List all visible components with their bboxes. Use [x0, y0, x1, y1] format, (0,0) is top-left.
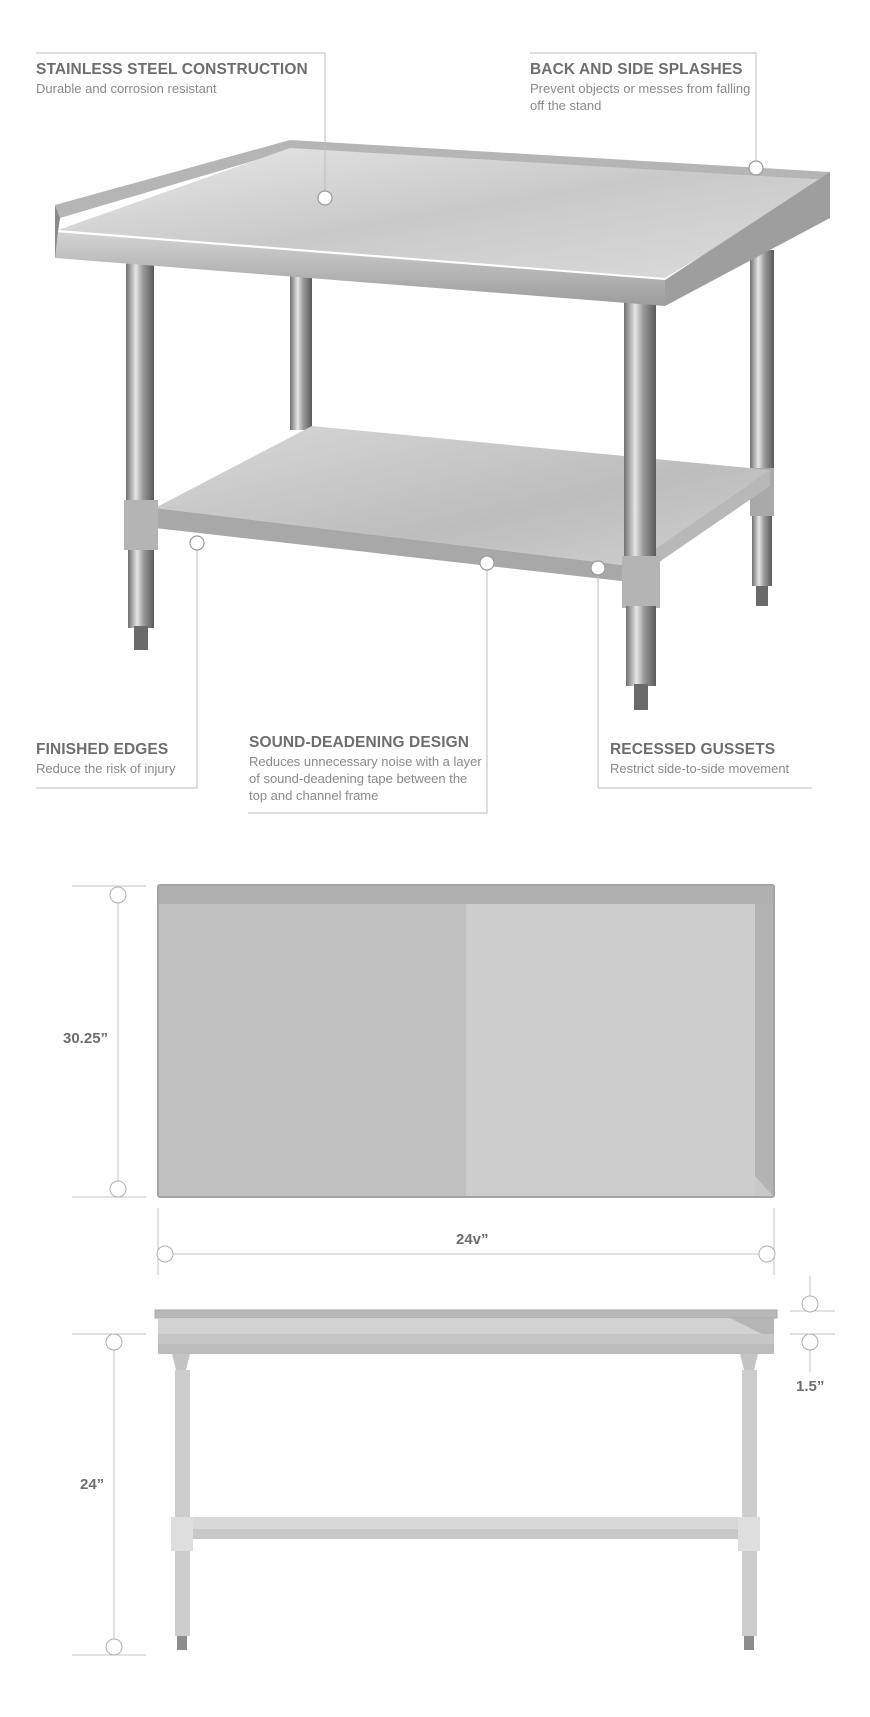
callout-stainless-steel	[36, 61, 336, 97]
callout-finished-edges	[36, 741, 236, 777]
marker-splash	[749, 161, 763, 175]
top-view-diagram	[158, 885, 774, 1197]
callout-desc: Restrict side-to-side movement	[610, 761, 790, 776]
depth-dimension-label: 30.25”	[63, 1030, 109, 1047]
width-dimension-label: 24v”	[456, 1231, 489, 1248]
callout-desc: Durable and corrosion resistant	[36, 81, 217, 96]
callout-splashes	[530, 61, 760, 114]
marker-steel	[318, 191, 332, 205]
callout-sound-deadening	[249, 734, 487, 804]
splash-dimension-label: 1.5”	[796, 1378, 825, 1395]
equipment-stand-photo	[55, 140, 830, 710]
callout-title: FINISHED EDGES	[36, 741, 169, 758]
callout-title: RECESSED GUSSETS	[610, 741, 776, 758]
callout-recessed-gussets	[610, 741, 830, 777]
marker-gussets	[591, 561, 605, 575]
height-dimension-label: 24”	[80, 1476, 105, 1493]
callout-desc: Prevent objects or messes from falling off the stand	[530, 81, 751, 113]
marker-edges	[190, 536, 204, 550]
splash-dimension-line	[790, 1276, 835, 1372]
callout-desc: Reduces unnecessary noise with a layer of sound-deadening tape between the top and channel frame	[249, 754, 482, 803]
marker-sound	[480, 556, 494, 570]
callout-title: STAINLESS STEEL CONSTRUCTION	[36, 61, 308, 78]
side-view-diagram	[155, 1310, 777, 1650]
height-dimension-line	[72, 1334, 146, 1655]
callout-title: SOUND-DEADENING DESIGN	[249, 734, 470, 751]
callout-title: BACK AND SIDE SPLASHES	[530, 61, 743, 78]
callout-desc: Reduce the risk of injury	[36, 761, 176, 776]
